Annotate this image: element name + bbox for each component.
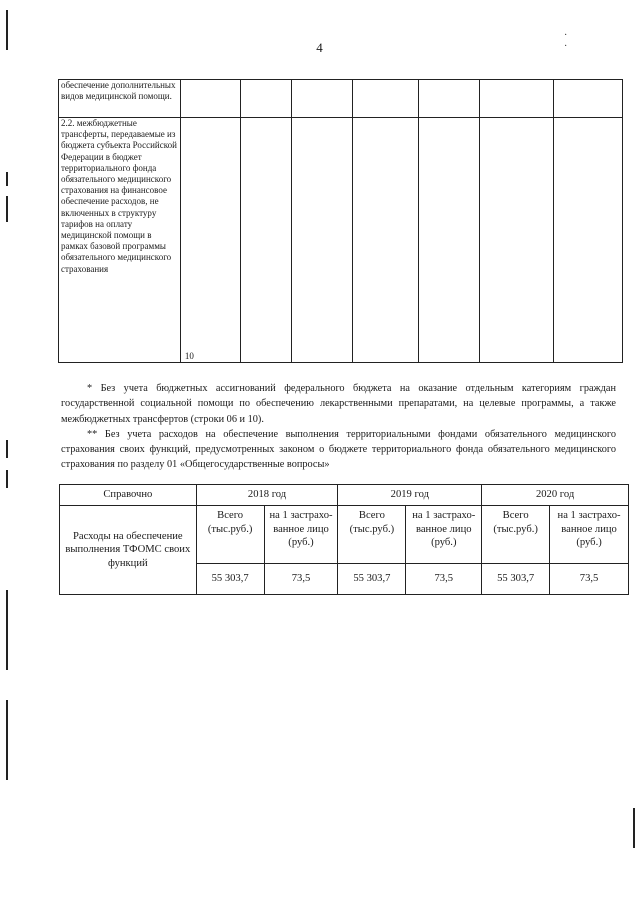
value-per-person-2020: 73,5 <box>550 564 629 595</box>
reference-header: Справочно <box>60 485 197 506</box>
table-cell <box>554 80 623 118</box>
table-cell <box>419 118 480 363</box>
value-total-2018: 55 303,7 <box>196 564 264 595</box>
scan-mark <box>6 196 8 222</box>
scan-mark <box>6 440 8 458</box>
year-header: 2018 год <box>196 485 338 506</box>
funding-sources-table-fragment <box>58 79 623 363</box>
table-cell <box>480 80 554 118</box>
table-cell <box>240 80 291 118</box>
scan-mark <box>6 10 8 50</box>
row-label-interbudget-transfers: 2.2. межбюджетные трансферты, передаваемые из бюджета субъекта Российской Федерации в бюджет территориального фонда обязательного медицинского страхования на финансовое обеспечение расходов, не включенных в структуру тарифов на оплату медицинской помощи в рамках базовой программы обязательного медицинского страхования <box>59 118 181 363</box>
scan-mark <box>6 590 8 670</box>
table-cell <box>352 118 419 363</box>
scan-mark <box>633 808 635 848</box>
year-header: 2019 год <box>338 485 482 506</box>
table-cell <box>291 118 352 363</box>
scan-mark <box>6 700 8 780</box>
table-cell <box>180 80 240 118</box>
table-cell <box>291 80 352 118</box>
table-cell <box>352 80 419 118</box>
col-header-total: Всего (тыс.руб.) <box>338 506 406 564</box>
footnote-1: * Без учета бюджетных ассигнований федерального бюджета на оказание отдельным категориям граждан государственной социальной помощи по обеспечению лекарственными препаратами, на целевые программы, а также межбюджетных трансфертов (строки 06 и 10). <box>61 383 616 425</box>
scan-corner-marks: · · <box>564 30 590 52</box>
table-cell <box>240 118 291 363</box>
col-header-per-person: на 1 застрахо-ванное лицо (руб.) <box>550 506 629 564</box>
row-number: 10 <box>180 118 240 363</box>
scan-mark <box>6 470 8 488</box>
value-total-2019: 55 303,7 <box>338 564 406 595</box>
page-number: 4 <box>316 40 323 55</box>
footnotes <box>61 381 616 473</box>
col-header-total: Всего (тыс.руб.) <box>482 506 550 564</box>
table-cell <box>554 118 623 363</box>
reference-table <box>59 484 629 595</box>
year-header: 2020 год <box>482 485 629 506</box>
row-label-additional-care: обеспечение дополнительных видов медицинской помощи. <box>59 80 181 118</box>
col-header-per-person: на 1 застрахо-ванное лицо (руб.) <box>264 506 338 564</box>
table-cell <box>480 118 554 363</box>
col-header-per-person: на 1 застрахо-ванное лицо (руб.) <box>406 506 482 564</box>
value-per-person-2019: 73,5 <box>406 564 482 595</box>
value-per-person-2018: 73,5 <box>264 564 338 595</box>
expense-row-label: Расходы на обеспечение выполнения ТФОМС своих функций <box>60 506 197 595</box>
col-header-total: Всего (тыс.руб.) <box>196 506 264 564</box>
scan-mark <box>6 172 8 186</box>
footnote-2: ** Без учета расходов на обеспечение выполнения территориальными фондами обязательного медицинского страхования своих функций, предусмотренных законом о бюджете территориального фонда обязательного медицинского страхования по разделу 01 «Общегосударственные вопросы» <box>61 428 616 471</box>
table-cell <box>419 80 480 118</box>
value-total-2020: 55 303,7 <box>482 564 550 595</box>
